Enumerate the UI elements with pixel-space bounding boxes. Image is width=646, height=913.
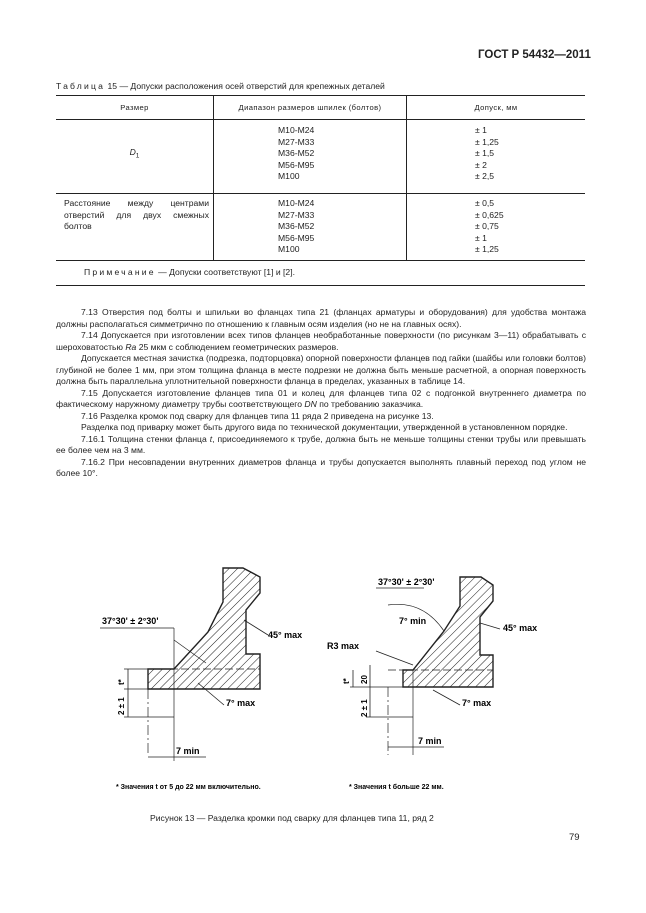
left-t-label: t* [117,679,126,685]
right-drawing [327,577,537,791]
table-row [56,194,585,261]
figure-caption: Рисунок 13 — Разделка кромки под сварку для фланцев типа 11, ряд 2 [150,813,434,823]
note-word: Примечание [84,267,156,278]
range-item: M10-M24 [278,198,315,208]
right-7min-top-label: 7° min [399,616,427,626]
d1-symbol: D [129,147,136,157]
right-7max-label: 7° max [462,698,492,708]
right-20-label: 20 [360,675,369,684]
table-note [56,261,585,286]
page-number: 79 [569,832,580,843]
range-item: M100 [278,171,300,182]
left-7min-label: 7 min [176,746,200,756]
range-item: M27-M33 [278,136,315,147]
left-drawing [100,568,302,791]
left-angle-label: 37°30' ± 2°30' [102,616,159,626]
paragraph: Разделка под приварку может быть другого вида по технической документации, утвержденной в установленном порядке. [81,422,568,432]
weld-bevel-drawing [88,565,548,797]
right-2pm1-label: 2 ± 1 [360,699,369,717]
ra-symbol: Ra [125,341,137,352]
table-row [56,120,585,194]
col-header-tolerance: Допуск, мм [407,96,586,120]
tolerance-item: ± 1,25 [475,136,499,147]
cell-size [56,120,214,194]
tolerance-item: ± 2 [475,159,487,170]
paragraph-part: по требованию заказчика. [316,399,424,409]
paragraph: Допускается местная зачистка (подрезка, подторцовка) опорной поверхности фланцев под гайки (шайбы или головки болтов) глубиной не более 1 мм, при этом толщина фланца в месте подрезки не должна быть меньше расчетной, а опорная поверхность должна быть параллельна уплотнительной поверхности фланца в пределах, указанных в таблице 14. [56,353,586,386]
cell-tolerances [407,194,586,261]
tolerance-item: ± 1,5 [475,148,495,159]
right-t-label: t* [342,678,351,684]
table-header-row [56,96,585,120]
leader [480,623,500,629]
tolerance-item: ± 1,25 [475,244,499,255]
tolerance-item: ± 0,75 [475,221,499,232]
tolerance-item: ± 0,625 [475,209,504,220]
distance-label: Расстояние между центрами отверстий для двух смежных болтов [64,198,209,232]
right-flange-section [403,577,493,687]
note-text: — Допуски соответствуют [1] и [2]. [155,267,295,278]
paragraph [56,434,586,457]
right-angle-label: 37°30' ± 2°30' [378,577,435,587]
cell-size [56,194,214,261]
d1-subscript: 1 [135,152,140,160]
paragraph-part: 7.16.1 Толщина стенки фланца [81,433,210,444]
table-caption-word: Таблица [56,81,106,91]
table-note-row [56,261,585,286]
range-item: M10-M24 [278,125,315,135]
cell-ranges [214,120,407,194]
paragraph [56,388,586,411]
col-header-size: Размер [56,96,214,120]
leader [433,690,460,705]
range-item: M27-M33 [278,209,315,220]
right-footnote: * Значения t больше 22 мм. [349,784,444,791]
left-flange-section [148,568,260,689]
dn-symbol: DN [304,399,317,409]
cell-ranges [214,194,407,261]
paragraph: 7.16 Разделка кромок под сварку для фланцев типа 11 ряда 2 приведена на рисунке 13. [81,410,434,421]
range-item: M36-M52 [278,221,315,232]
paragraph-part: 25 мкм с соблюдением геометрических размеров. [136,341,339,352]
range-item: M100 [278,244,300,255]
figure-13 [88,565,548,802]
col-header-range: Диапазон размеров шпилек (болтов) [214,96,407,120]
leader [376,651,413,665]
standard-code: ГОСТ Р 54432—2011 [478,49,591,61]
paragraph-part: 7.14 Допускается при изготовлении всех типов фланцев необработанные поверхности (по рисункам 3—11) обрабатывать с шероховатостью [56,330,586,352]
body-text [56,307,586,480]
table-caption-text: 15 — Допуски расположения осей отверстий для крепежных деталей [107,81,385,91]
paragraph-part: , присоединяемого к трубе, должна быть не меньше толщины стенки трубы или превышать ее более чем на 3 мм. [56,433,586,455]
leader [244,620,268,635]
paragraph [56,330,586,353]
right-45max-label: 45° max [503,623,538,633]
left-2pm1-label: 2 ± 1 [117,697,126,715]
range-item: M36-M52 [278,148,315,159]
left-7max-label: 7° max [226,698,256,708]
table-caption [56,81,385,91]
right-r3max-label: R3 max [327,641,360,651]
tolerance-item: ± 1 [475,232,487,243]
tolerance-item: ± 2,5 [475,171,495,182]
tolerance-item: ± 0,5 [475,198,495,208]
paragraph-part: 7.15 Допускается изготовление фланцев типа 01 и колец для фланцев типа 02 с подгонкой внутреннего диаметра по фактическому наружному диаметру трубы соответствующего [56,387,586,409]
right-7min-label: 7 min [418,736,442,746]
range-item: M56-M95 [278,159,315,170]
paragraph: 7.13 Отверстия под болты и шпильки во фланцах типа 21 (фланцах арматуры и оборудования) для удобства монтажа должны располагаться симметрично по отношению к главным осям изделия (но не на главных осях). [56,307,586,329]
left-footnote: * Значения t от 5 до 22 мм включительно. [116,784,261,791]
tolerance-table [56,95,585,286]
left-45max-label: 45° max [268,630,303,640]
range-item: M56-M95 [278,232,315,243]
t-symbol: t [209,433,213,444]
paragraph: 7.16.2 При несовпадении внутренних диаметров фланца и трубы допускается выполнять плавный переход под углом не более 10°. [56,456,586,478]
cell-tolerances [407,120,586,194]
tolerance-item: ± 1 [475,125,487,135]
